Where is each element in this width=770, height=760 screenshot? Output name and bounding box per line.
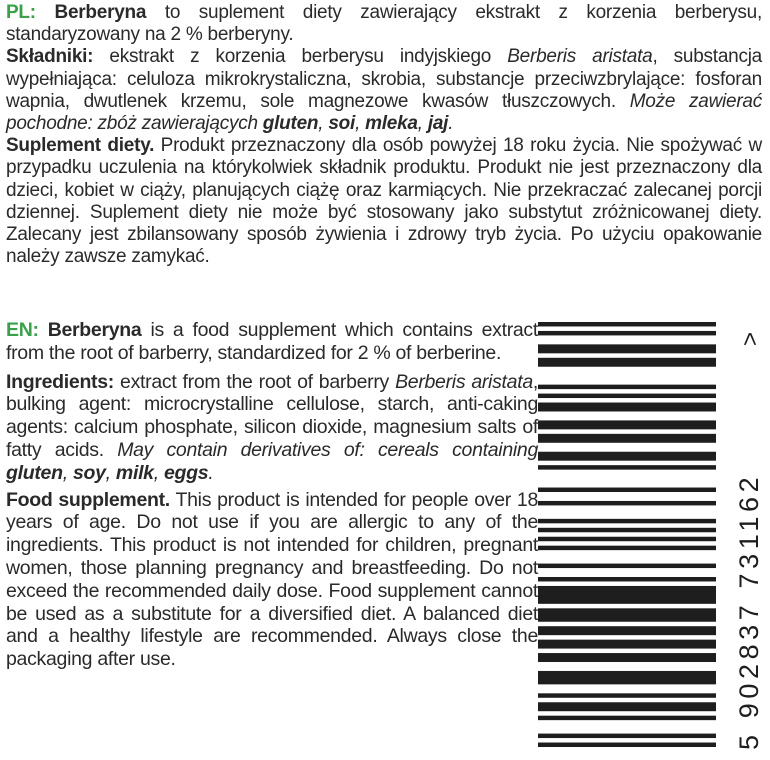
barcode-number: 5 902837 731162	[734, 472, 764, 750]
barcode-bar	[538, 519, 716, 523]
polish-section	[6, 2, 762, 268]
en-warnings	[6, 489, 538, 671]
barcode-bar	[538, 716, 716, 720]
en-may-contain: May contain derivatives of: cereals containing	[117, 438, 538, 461]
pl-lang-label: PL:	[6, 2, 36, 23]
pl-allergen: mleka	[365, 113, 418, 135]
en-allergen: soy	[72, 461, 106, 484]
barcode-bar	[538, 586, 716, 604]
barcode-bar	[538, 501, 716, 505]
barcode-bar	[538, 702, 716, 711]
en-sep: ,	[153, 461, 164, 484]
barcode-bar	[538, 358, 716, 367]
pl-ingredients-text-2: , substancja wypełniająca: celuloza mikrokrystaliczna, skrobia, substancje przeciwzbrylające: fosforan wapnia, dwutlenek krzemu, sole magnezowe kwasów tłuszczowych.	[6, 46, 762, 112]
en-product-name: Berberyna	[47, 319, 142, 341]
barcode-bar	[538, 434, 716, 443]
pl-ingredients-label: Składniki:	[6, 46, 94, 68]
barcode-bar	[538, 452, 716, 461]
barcode-bar	[538, 743, 716, 747]
english-section	[6, 319, 538, 671]
en-sep: .	[208, 461, 214, 484]
pl-latin-name: Berberis aristata	[507, 46, 653, 68]
barcode-bar	[538, 693, 716, 697]
barcode-bar	[538, 420, 716, 429]
barcode-bar	[538, 640, 716, 649]
barcode-bar	[538, 322, 716, 326]
en-ingredients	[6, 371, 538, 485]
barcode-bar	[538, 394, 716, 398]
pl-ingredients-text: ekstrakt z korzenia berberysu indyjskiego	[93, 46, 508, 68]
en-ingredients-text-2: , bulking agent: microcrystalline cellulose, starch, anti-caking agents: calcium phosphate, silicon dioxide, magnesium salts of fatty acids.	[6, 370, 538, 461]
barcode-quiet-mark: >	[737, 331, 764, 346]
barcode-digits	[716, 316, 770, 756]
en-ingredients-label: Ingredients:	[6, 370, 114, 393]
pl-allergen: jaj	[427, 113, 449, 135]
pl-sep: ,	[318, 113, 329, 135]
barcode-bar	[538, 385, 716, 389]
pl-ingredients	[6, 46, 762, 135]
barcode-bar	[538, 465, 716, 469]
barcode-bar	[538, 403, 716, 412]
en-allergen: eggs	[163, 461, 209, 484]
barcode-bar	[538, 528, 716, 532]
en-intro-text: is a food supplement which contains extract from the root of barberry, standardized for 2 % of berberine.	[6, 319, 538, 364]
barcode-bar	[538, 546, 716, 550]
pl-warnings-text: Produkt przeznaczony dla osób powyżej 18 roku życia. Nie spożywać w przypadku uczulenia na którykolwiek składnik produktu. Produkt nie jest przeznaczony dla dzieci, kobiet w ciąży, planujących ciążę oraz karmiących. Nie przekraczać zalecanej porcji dziennej. Suplement diety nie może być stosowany jako substytut zróżnicowanej diety. Zalecany jest zbilansowany sposób żywienia i zdrowy tryb życia. Po użyciu opakowanie należy zawsze zamykać.	[6, 135, 762, 268]
barcode-bar	[538, 344, 716, 353]
en-intro	[6, 319, 538, 365]
en-allergen: milk	[115, 461, 154, 484]
barcode-bar	[538, 653, 716, 662]
barcode-bar	[538, 734, 716, 738]
pl-sep: ,	[417, 113, 428, 135]
en-allergen: gluten	[6, 461, 63, 484]
en-warnings-label: Food supplement.	[6, 488, 170, 511]
en-sep: ,	[62, 461, 73, 484]
en-warnings-text: This product is intended for people over 18 years of age. Do not use if you are allergic to any of the ingredients. This product is not intended for children, pregnant women, those planning pregnancy and breastfeeding. Do not exceed the recommended daily dose. Food supplement cannot be used as a substitute for a diversified diet. A balanced diet and a healthy lifestyle are recommended. Always close the packaging after use.	[6, 488, 538, 671]
en-sep: ,	[105, 461, 116, 484]
pl-may-contain: Może zawierać pochodne: zbóż zawierających	[6, 90, 762, 135]
pl-allergen: soi	[328, 113, 356, 135]
barcode-bar	[538, 577, 716, 581]
barcode-bars	[538, 320, 718, 750]
barcode-bar	[538, 608, 716, 621]
pl-warnings	[6, 135, 762, 268]
pl-allergen: gluten	[262, 113, 319, 135]
pl-intro	[6, 2, 762, 46]
barcode-bar	[538, 671, 716, 684]
pl-intro-text: to suplement diety zawierający ekstrakt z korzenia berberysu, standaryzowany na 2 % berberyny.	[6, 2, 763, 46]
barcode-bar	[538, 537, 716, 541]
en-ingredients-text: extract from the root of barberry	[114, 370, 396, 393]
pl-warnings-label: Suplement diety.	[6, 135, 155, 157]
en-lang-label: EN:	[6, 319, 39, 341]
pl-product-name: Berberyna	[54, 2, 147, 23]
pl-sep: ,	[355, 113, 366, 135]
barcode-bar	[538, 564, 716, 568]
barcode-bar	[538, 331, 716, 335]
barcode-bar	[538, 488, 716, 492]
pl-sep: .	[448, 113, 454, 135]
barcode-bar	[538, 626, 716, 635]
en-latin-name: Berberis aristata	[395, 370, 533, 393]
